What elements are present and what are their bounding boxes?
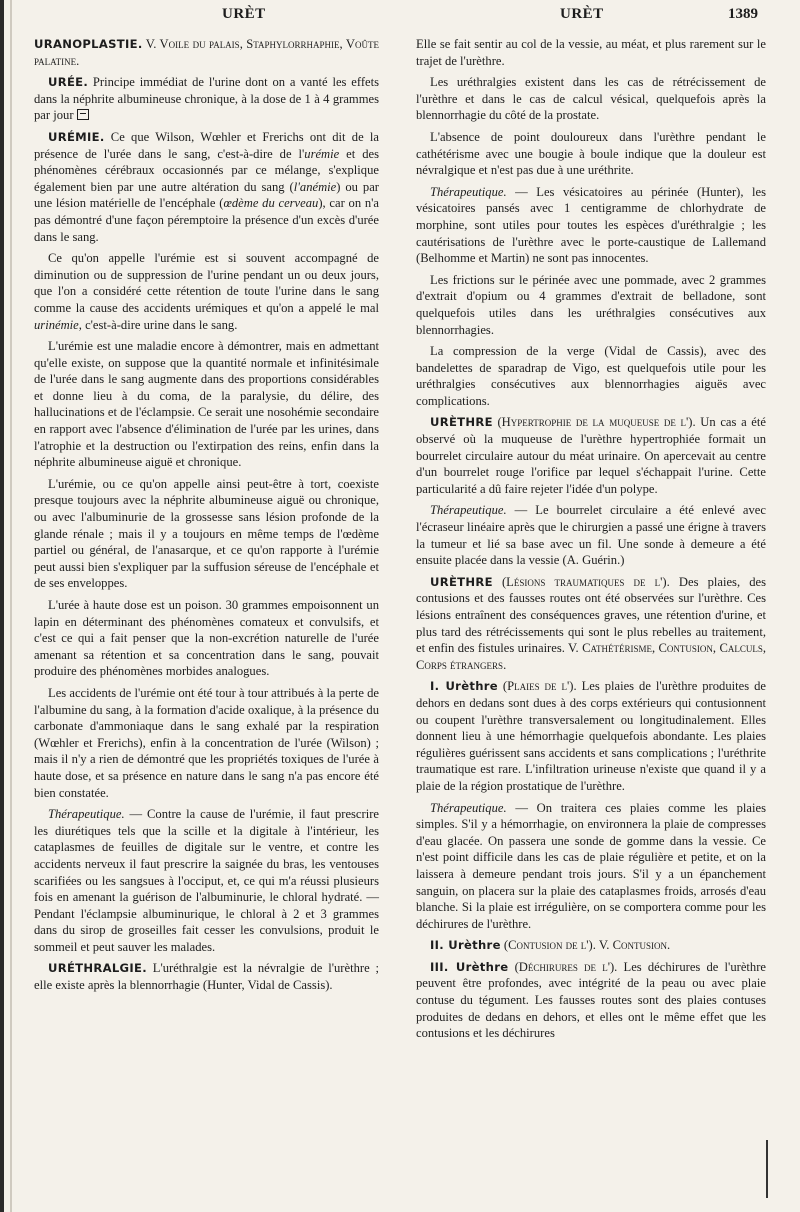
entry-urethre-contusion [416,937,766,954]
headword: URÉTHRALGIE. [48,961,147,976]
headword: URÈTHRE [430,574,493,589]
entry-uree [34,74,379,124]
paragraph: L'urée à haute dose est un poison. 30 grammes empoisonnent un lapin en déterminant des phénomènes comateux et convulsifs, et c'est ce qui a fait penser que la non-excrétion naturelle de l'urée amenant sa rétention et sa concentration dans le sang, pouvait produire des phénomènes morbides analogues. [34,598,379,679]
entry-urethre-dechirures [416,959,766,1042]
headword: II. Urèthre [430,938,501,953]
paragraph: Les frictions sur le périnée avec une pommade, avec 2 grammes d'extrait d'opium ou 4 grammes d'extrait de belladone, sont quelquefois utiles dans les uréthralgies consécutives aux blennorrhagies. [416,272,766,337]
entry-text: ) ou par une lésion matérielle de l'encéphale ( [34,179,379,211]
paragraph: L'absence de point douloureux dans l'urèthre pendant le cathétérisme avec une bougie à boule indique que la douleur est névralgique et n'est pas due à une uréthrite. [416,129,766,178]
headword: URÉMIE. [48,129,105,144]
boxed-minus-icon [77,109,89,120]
entry-uranoplastie [34,36,379,69]
section-label: Thérapeutique. [430,503,507,518]
entry-text: Principe immédiat de l'urine dont on a vanté les effets dans la néphrite albumineuse chronique, à la dose de 1 à 4 grammes par jour [34,75,379,123]
entry-text: ), car on n'a pas démontré d'une façon péremptoire la présence d'un excès d'urée dans le sang. [34,196,379,244]
headword: URÈTHRE [430,415,493,430]
entry-uremie [34,129,379,245]
entry-subtitle: (Déchirures de l'). [508,959,618,974]
running-head-left: URÈT [222,6,266,22]
section-label: Thérapeutique. [48,807,125,822]
therapeutique-paragraph [34,806,379,955]
entry-text: Les déchirures de l'urèthre peuvent être profondes, avec intégrité de la peau ou avec plaie contuse du tégument. Les fausses routes sont des plaies contuses produites de dedans en dehors, et elles ont le même effet que les contusions et les déchirures [416,959,766,1041]
entry-text: Ce que Wilson, Wœhler et Frerichs ont dit de la présence de l'urée dans le sang, c'est-à-dire de l' [34,129,379,161]
entry-urethre-hypertrophie [416,414,766,497]
right-column [416,36,766,1047]
entry-subtitle: (Lésions traumatiques de l'). [492,574,670,589]
paragraph: Elle se fait sentir au col de la vessie, au méat, et plus rarement sur le trajet de l'urèthre. [416,37,766,68]
running-head-right: URÈT [560,6,604,22]
italic-term: œdème du cerveau [223,196,319,211]
headword: URÉE. [48,75,89,90]
therapeutique-paragraph [416,800,766,933]
page-number: 1389 [728,6,758,22]
paragraph-text: Ce qu'on appelle l'urémie est si souvent accompagné de diminution ou de suppression de l'urine pendant un ou deux jours, que l'on a considéré cette rétention de toute l'urine dans le sang comme la cause des accidents urémiques et qu'on a appelé le mal [34,251,379,315]
entry-urethre-lesions [416,574,766,674]
page-shadow-line [10,0,12,1212]
therapeutique-paragraph [416,184,766,267]
italic-term: urinémie [34,317,79,332]
paragraph: Les accidents de l'urémie ont été tour à tour attribués à la perte de l'albumine du sang, à la formation d'acide oxalique, à la présence du carbonate d'ammoniaque dans le sang exhalé par la respiration (Wœhler et Frerichs), enfin à la concentration de l'urée (Wilson) ; mais il n'y a rien de démontré que les propriétés toxiques de l'urée à haute dose, et sa présence en nature dans le sang n'a pas encore été bien constatée. [34,685,379,800]
entry-text: et des phénomènes cérébraux occasionnés par ce mélange, s'explique également bien par une autre altération du sang ( [34,146,379,194]
italic-term: l'anémie [293,179,337,194]
entry-subtitle: (Contusion de l'). V. Contusion. [500,938,671,953]
paragraph-text: — On traitera ces plaies comme les plaies simples. S'il y a hémorrhagie, on environnera la plaie de compresses d'eau glacée. On passera une sonde de gomme dans la vessie. Ce n'est point difficile dans les cas de plaie régulière et petite, et on la laissera à demeure pendant trois jours. S'il y a un épanchement sanguin, on placera sur la plaie des cataplasmes froids, arrosés d'eau blanche. Si la plaie est irrégulière, on se comportera comme pour les déchirures de l'urèthre. [416,800,766,931]
paragraph: L'urémie est une maladie encore à démontrer, mais en admettant qu'elle existe, on suppose que la quantité normale et infinitésimale de l'urée dans le sang augmente dans des proportions considérables et donne lieu à du coma, de la paralysie, du délire, des hallucinations et de l'éclampsie. Ce serait une nosohémie secondaire en rapport avec l'absence d'élimination de l'urée par les urines, dans l'atrophie et la destruction ou l'extirpation des reins, enfin dans la néphrite albumineuse aiguë et chronique. [34,339,379,470]
paragraph: L'urémie, ou ce qu'on appelle ainsi peut-être à tort, coexiste presque toujours avec la néphrite albumineuse aiguë ou chronique, ou avec l'albuminurie de la grossesse sans lésion profonde de la glande rénale ; mais il y a toujours en même temps de l'œdème partiel ou général, de l'anasarque, et ce qu'on rapporte à l'urémie peut aussi bien s'expliquer par la suffusion séreuse de l'encéphale et de ses enveloppes. [34,476,379,591]
entry-text: Un cas a été observé où la muqueuse de l'urèthre hypertrophiée formait un bourrelet circulaire autour du méat urinaire. On apercevait au centre d'un bourrelet rouge l'orifice par lequel s'échappait l'urine. Cette particularité a dû faire rejeter l'idée d'un polype. [416,415,766,496]
paragraph [34,250,379,333]
paragraph-text: — Les vésicatoires au périnée (Hunter), les vésicatoires pansés avec 1 centigramme de chlorhydrate de morphine, sont utiles pour toutes les espèces d'uréthralgie ; les cautérisations de l'urèthre avec le porte-caustique de Lallemand (Belhomme et Martin) ne sont pas innocentes. [416,184,766,266]
section-label: Thérapeutique. [430,184,507,199]
entry-text: Des plaies, des contusions et des fausses routes ont été observées sur l'urèthre. Ces lésions entraînent des conséquences graves, une rétention d'urine, et plus tard des rétrécissements qui sont le plus rebelles au traitement, et enfin des fistules urinaires. V. [416,574,767,656]
entry-subtitle: (Plaies de l'). [497,679,577,694]
entry-text: V. Voile du palais, Staphylorrhaphie, Voûte palatine. [34,37,379,68]
cross-reference: Cathétérisme, Contusion, Calculs, Corps étrangers. [416,641,766,672]
headword: III. Urèthre [430,959,509,974]
section-label: Thérapeutique. [430,800,507,815]
headword: I. Urèthre [430,679,498,694]
entry-urethre-plaies [416,678,766,794]
paragraph-text: , c'est-à-dire urine dans le sang. [78,317,238,332]
book-binding-edge [0,0,4,1212]
left-column [34,36,379,999]
entry-text: L'uréthralgie est la névralgie de l'urèthre ; elle existe après la blennorrhagie (Hunter, Vidal de Cassis). [34,961,379,993]
entry-text: Les plaies de l'urèthre produites de dehors en dedans sont dues à des corps extérieurs qui contusionnent ou coupent l'urèthre transversalement ou longitudinalement. Elles donnent lieu à une hémorrhagie quelquefois abondante. Les plaies régulières guérissent sans accidents et sans complications ; l'uréthrite traumatique est rare. L'infiltration urineuse n'existe que quand il y a plaie de la région prostatique de l'urèthre. [416,679,766,793]
paragraph: La compression de la verge (Vidal de Cassis), avec des bandelettes de sparadrap de Vigo, est quelquefois utile pour les uréthralgies consécutives aux blennorrhagies aiguës avec complications. [416,344,766,408]
headword: URANOPLASTIE. [34,37,143,51]
entry-subtitle: (Hypertrophie de la muqueuse de l'). [492,415,696,430]
paragraph-text: — Contre la cause de l'urémie, il faut prescrire les diurétiques tels que la scille et la digitale à l'intérieur, les cataplasmes de feuilles de digitale sur le ventre, et contre les accidents nerveux il faut prescrire la saignée du bras, les ventouses scarifiées ou les sangsues à l'occiput, et, ce qui m'a réussi plusieurs fois en amenant la guérison de l'albuminurie, le chloral hydraté. — Pendant l'éclampsie albuminurique, le chloral à 2 et 3 grammes dans du sirop de groseilles fait cesser les convulsions, produit le sommeil et peut sauver les malades. [34,807,379,954]
paragraph: Les uréthralgies existent dans les cas de rétrécissement de l'urèthre et dans le cas de calcul vésical, quelquefois après la blennorrhagie du côté de la prostate. [416,75,766,123]
italic-term: urémie [304,146,340,161]
paragraph-text: — Le bourrelet circulaire a été enlevé avec l'écraseur linéaire après que le chirurgien a passé une érigne à travers la tumeur et lié sa base avec un fil. Une sonde à demeure a été ensuite placée dans la vessie (A. Guérin.) [416,503,766,568]
margin-line [766,1140,768,1198]
therapeutique-paragraph [416,502,766,568]
entry-urethralgie [34,960,379,993]
